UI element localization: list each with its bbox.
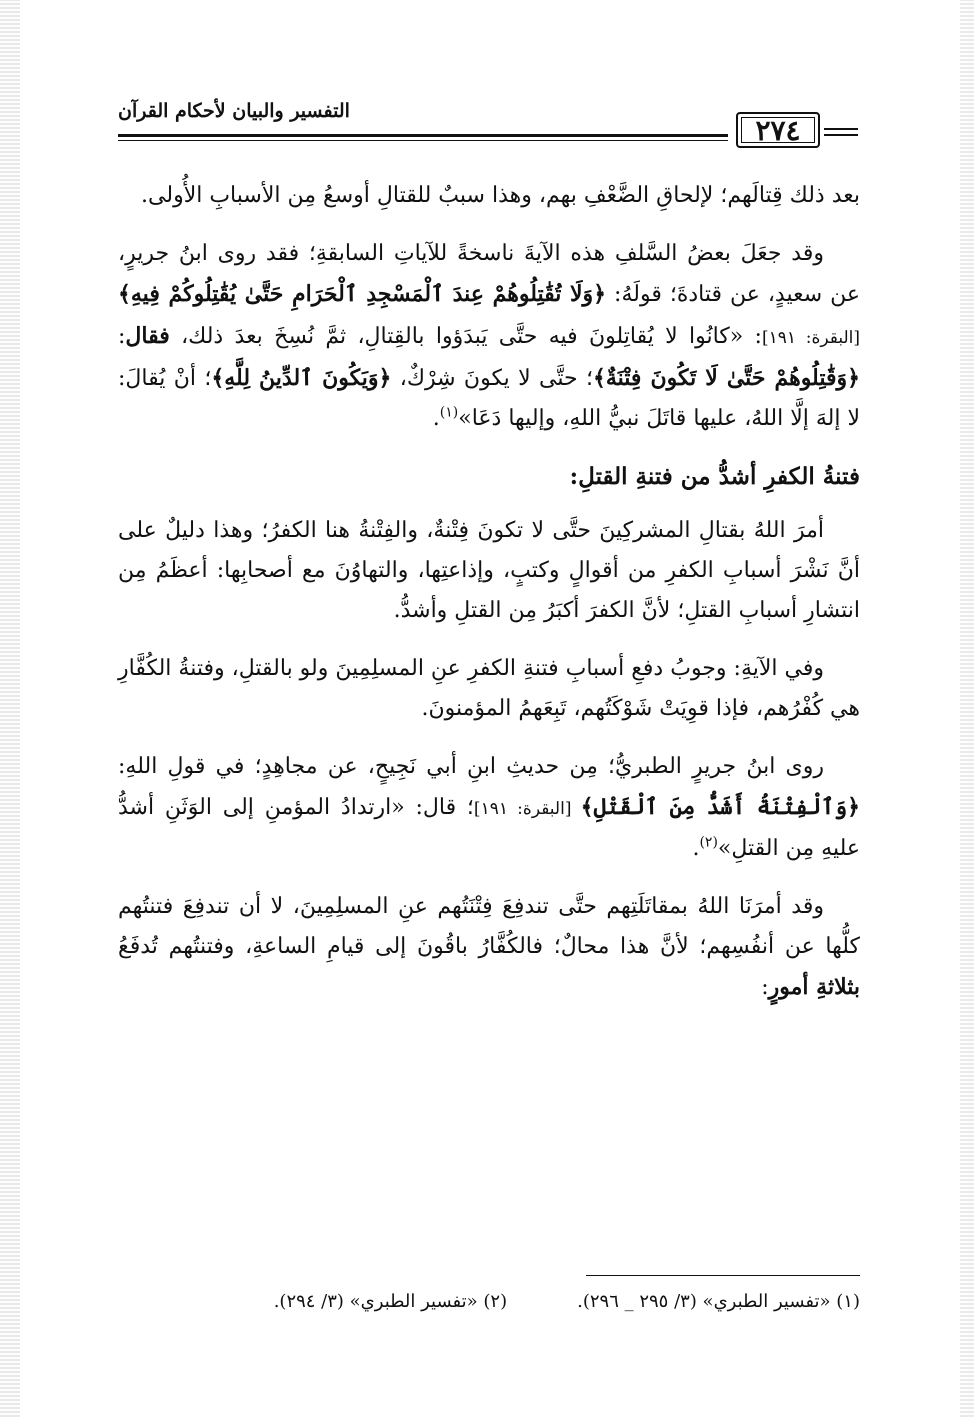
paragraph-5 [118, 747, 860, 869]
quran-verse-2: ﴿وَقَٰتِلُوهُمْ حَتَّىٰ لَا تَكُونَ فِتْنَةٌ﴾ [592, 365, 861, 391]
running-book-title: التفسير والبيان لأحكام القرآن [118, 100, 350, 122]
paragraph-6-bold: بثلاثةِ أمورٍ [768, 974, 860, 1000]
header-rule-right-top [824, 128, 858, 130]
footnote-1: (١) «تفسير الطبري» (٣/ ٢٩٥ _ ٢٩٦). [577, 1291, 860, 1312]
verse-reference-2: [البقرة: ١٩١] [473, 799, 581, 819]
quran-verse-3: ﴿وَيَكُونَ ٱلدِّينُ لِلَّهِ﴾ [211, 365, 392, 391]
page-number-box: ٢٧٤ [736, 112, 820, 148]
paragraph-2-end: . [432, 406, 440, 431]
paragraph-2-text-b: : «كانُوا لا يُقاتِلونَ فيه حتَّى يَبدَؤوا بالقِتالِ، ثمَّ نُسِخَ بعدَ ذلك، [169, 324, 762, 349]
paragraph-2-fa-qala: فقال [125, 323, 170, 349]
paragraph-5-end: . [692, 836, 700, 861]
header-rule-right-bottom [824, 134, 858, 136]
footnote-2: (٢) «تفسير الطبري» (٣/ ٢٩٤). [273, 1291, 508, 1312]
footnote-marker-2: (٢) [699, 834, 718, 851]
section-heading: فتنةُ الكفرِ أشدُّ من فتنةِ القتلِ: [569, 463, 860, 490]
page-header [118, 96, 858, 158]
verse-reference-1: [البقرة: ١٩١] [761, 328, 860, 348]
paragraph-2-text-a: وقد جعَلَ بعضُ السَّلفِ هذه الآيةَ ناسخةً للآياتِ السابقةِ؛ فقد روى ابنُ جريرٍ، عن سعيدٍ، عن قتادةَ؛ قولَهُ: [118, 241, 861, 307]
quran-verse-1: ﴿وَلَا تُقَٰتِلُوهُمْ عِندَ ٱلْمَسْجِدِ ٱلْحَرَامِ حَتَّىٰ يُقَٰتِلُوكُمْ فِيهِ﴾ [118, 281, 607, 307]
paragraph-6-end: : [761, 975, 769, 1000]
header-rule-thin [118, 140, 728, 141]
header-rule-thick [118, 134, 728, 137]
paragraph-3: أمرَ اللهُ بقتالِ المشركِينَ حتَّى لا تكونَ فِتْنةٌ، والفِتْنةُ هنا الكفرُ؛ وهذا دليلٌ على أنَّ نَشْرَ أسبابِ الكفرِ من أقوالٍ وكتبٍ، وإذاعتِها، والتهاوُنَ مع أصحابِها: أعظَمُ مِن انتشارِ أسبابِ القتلِ؛ لأنَّ الكفرَ أكبَرُ مِن القتلِ وأشدُّ. [118, 518, 860, 623]
paragraph-5-text-a: روى ابنُ جريرٍ الطبريُّ؛ مِن حديثِ ابنِ أبي نَجِيحٍ، عن مجاهِدٍ؛ في قولِ اللهِ: [118, 754, 824, 779]
paragraph-4: وفي الآيةِ: وجوبُ دفعِ أسبابِ فتنةِ الكفرِ عنِ المسلِمِينَ ولو بالقتلِ، وفتنةُ الكُفَّارِ هي كُفْرُهم، فإذا قوِيَتْ شَوْكَتُهم، تَبِعَهمُ المؤمنونَ. [118, 656, 860, 721]
paragraph-5-text-b: ؛ قال: «ارتدادُ المؤمنِ إلى الوَثَنِ أشدُّ عليهِ مِن القتلِ» [118, 795, 860, 861]
paragraph-1: بعد ذلك قِتالَهم؛ لإلحاقِ الضَّعْفِ بهم، وهذا سببٌ للقتالِ أوسعُ مِن الأسبابِ الأُولى. [141, 183, 860, 208]
footnote-separator [586, 1275, 860, 1276]
paragraph-6-text-a: وقد أمرَنَا اللهُ بمقاتَلَتِهم حتَّى تندفِعَ فِتْنَتُهم عنِ المسلِمِينَ، لا أن تندفِعَ فتنتُهم كلُّها عن أنفُسِهم؛ لأنَّ هذا محالٌ؛ فالكُفَّارُ باقُونَ إلى قيامِ الساعةِ، وفتنتُهم تُدفَعُ [118, 894, 860, 959]
paragraph-2-colon: : [118, 324, 126, 349]
paragraph-2 [118, 234, 860, 439]
paragraph-2-text-c: ؛ حتَّى لا يكونَ شِرْكٌ، [391, 366, 593, 391]
scan-edge-left [0, 0, 20, 1417]
footnote-marker-1: (١) [439, 404, 459, 421]
paragraph-2-text-d: ؛ أنْ يُقالَ: لا إلهَ إلَّا اللهُ، عليها قاتَلَ نبيُّ اللهِ، وإليها دَعَا» [118, 366, 860, 431]
paragraph-6 [118, 887, 860, 1008]
quran-verse-4: ﴿وَٱلْفِتْنَةُ أَشَدُّ مِنَ ٱلْقَتْلِ﴾ [580, 794, 860, 820]
scan-edge-right [960, 0, 974, 1417]
body-text [118, 176, 860, 1026]
footnotes [118, 1286, 860, 1318]
